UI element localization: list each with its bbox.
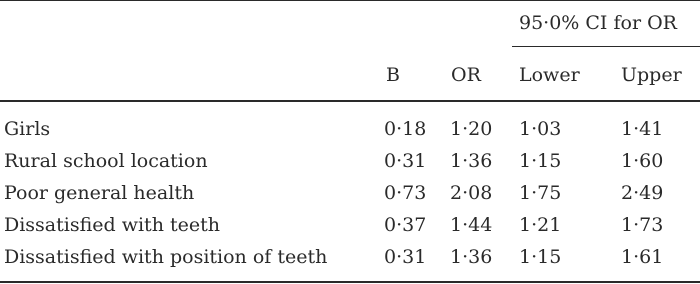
row-label: Rural school location xyxy=(4,150,208,172)
cell-b: 0·31 xyxy=(384,246,427,268)
column-header-or: OR xyxy=(451,64,481,86)
cell-upper: 1·73 xyxy=(621,214,664,236)
cell-b: 0·73 xyxy=(384,182,427,204)
cell-upper: 1·61 xyxy=(621,246,664,268)
cell-lower: 1·21 xyxy=(519,214,562,236)
column-header-lower: Lower xyxy=(519,64,580,86)
cell-upper: 1·41 xyxy=(621,118,664,140)
cell-upper: 1·60 xyxy=(621,150,664,172)
cell-upper: 2·49 xyxy=(621,182,664,204)
row-label: Poor general health xyxy=(4,182,195,204)
row-label: Girls xyxy=(4,118,51,140)
cell-or: 1·36 xyxy=(450,150,493,172)
row-label: Dissatisfied with teeth xyxy=(4,214,220,236)
cell-or: 1·44 xyxy=(450,214,493,236)
cell-lower: 1·15 xyxy=(519,246,562,268)
cell-or: 2·08 xyxy=(450,182,493,204)
cell-b: 0·18 xyxy=(384,118,427,140)
cell-lower: 1·15 xyxy=(519,150,562,172)
cell-lower: 1·03 xyxy=(519,118,562,140)
top-rule xyxy=(0,0,700,1)
column-header-upper: Upper xyxy=(621,64,682,86)
cell-or: 1·20 xyxy=(450,118,493,140)
cell-b: 0·31 xyxy=(384,150,427,172)
cell-or: 1·36 xyxy=(450,246,493,268)
cell-lower: 1·75 xyxy=(519,182,562,204)
ci-group-header: 95·0% CI for OR xyxy=(519,12,677,34)
bottom-rule xyxy=(0,281,700,283)
row-label: Dissatisfied with position of teeth xyxy=(4,246,328,268)
header-rule xyxy=(0,100,700,102)
cell-b: 0·37 xyxy=(384,214,427,236)
ci-group-rule xyxy=(512,46,700,47)
column-header-b: B xyxy=(386,64,400,86)
